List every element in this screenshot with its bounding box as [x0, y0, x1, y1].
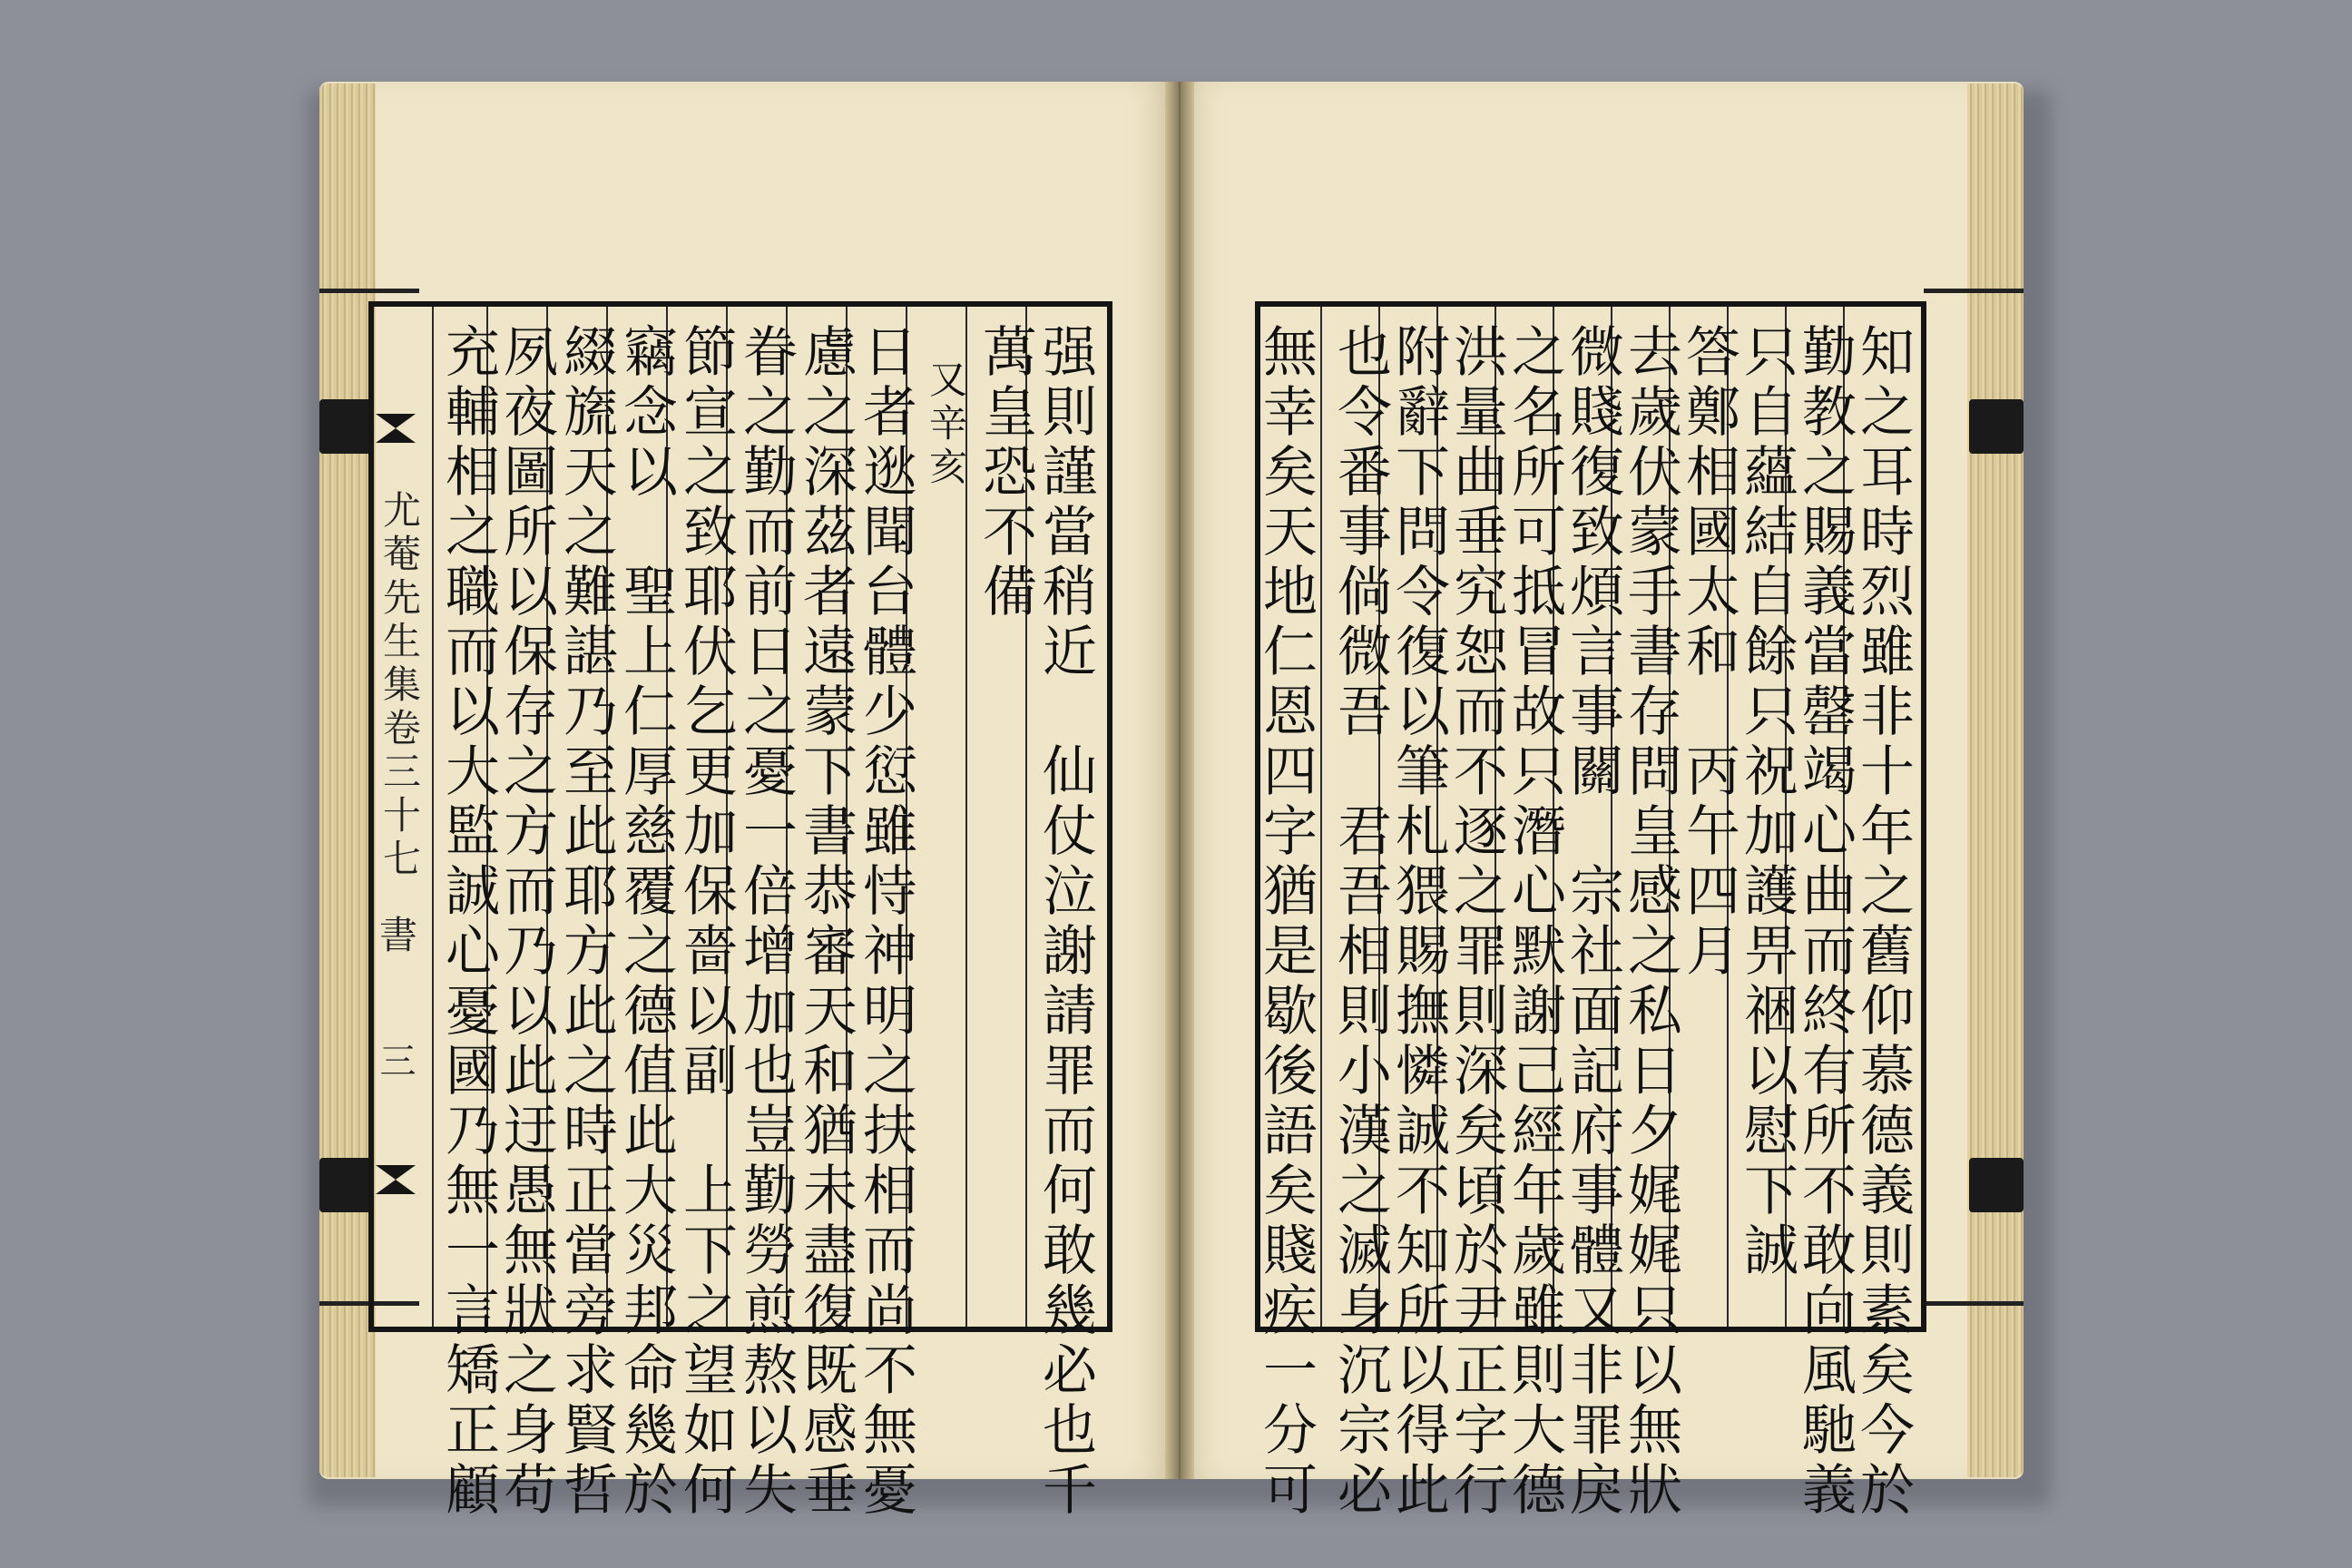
text-column: 又辛亥: [924, 359, 968, 490]
text-column: 萬皇恐不備: [974, 323, 1037, 622]
text-column: 答鄭相國太和 丙午四月: [1677, 323, 1740, 982]
text-column: 眷之勤而前日之憂一倍增加也豈勤勞煎熬以失: [734, 323, 798, 1521]
text-column: 强則謹當稍近 仙仗泣謝請罪而何敢幾必也千: [1034, 323, 1097, 1521]
text-column: 竊念以 聖上仁厚慈覆之德值此大災邦命幾於: [614, 323, 678, 1521]
left-text-frame: [368, 301, 1112, 1521]
binding-thread: [1924, 1301, 2024, 1306]
binding-knot: [319, 399, 374, 454]
text-column: 無幸矣天地仁恩四字猶是歇後語矣賤疾一分可: [1254, 323, 1318, 1521]
binding-thread: [1924, 289, 2024, 293]
section-marker: 書: [374, 915, 418, 953]
binding-knot: [319, 1158, 374, 1212]
text-column: 洪量曲垂究恕而不逐之罪則深矣頃於尹正字行: [1445, 323, 1508, 1521]
text-column: 也令番事倘微吾 君吾相則小漢之滅身沉宗必: [1328, 323, 1392, 1521]
text-column: 只自蘊結自餘只祝加護畀祵以慰下誠: [1735, 323, 1798, 1281]
text-column: 去歲伏蒙手書存問皇感之私日夕娓娓只以無狀: [1619, 323, 1682, 1521]
book-title-marker: 尤菴先生集卷三十七: [377, 490, 422, 882]
fish-tail-mark-icon: [374, 410, 417, 446]
binding-thread: [319, 289, 419, 293]
fish-tail-mark-icon: [374, 1161, 417, 1198]
text-column: 慮之深茲者遠蒙下書恭審天和猶未盡復既感垂: [794, 323, 858, 1521]
text-column: 之名所可抵冒故只潛心默謝己經年歲雖則大德: [1503, 323, 1566, 1521]
book-gutter: [1165, 82, 1194, 1479]
text-column: 充輔相之職而以大監誠心憂國乃無一言矯正顧: [436, 323, 500, 1521]
text-column: 節宣之致耶伏乞更加保嗇以副 上下之望如何: [674, 323, 738, 1521]
right-text-frame: [1254, 301, 1926, 1521]
text-column: 日者逖聞台體少愆雖恃神明之扶相而尚不無憂: [854, 323, 917, 1521]
text-column: 夙夜圖所以保存之方而乃以此迂愚無狀之身苟: [495, 323, 558, 1521]
text-column: 微賤復致煩言事關 宗社面記府事體又非罪戾: [1561, 323, 1624, 1521]
text-column: 勤教之賜義當罄竭心曲而終有所不敢向風馳義: [1793, 323, 1857, 1521]
binding-knot: [1969, 1158, 2024, 1212]
binding-knot: [1969, 399, 2024, 454]
column-rule: [1320, 307, 1322, 1327]
text-column: 知之耳時烈雖非十年之舊仰慕德義則素矣今於: [1851, 323, 1915, 1521]
text-column: 附辭下問令復以筆札猥賜撫憐誠不知所以得此: [1387, 323, 1450, 1521]
folio-number: 三: [374, 1042, 416, 1078]
text-column: 綴旒天之難諶乃至此耶方此之時正當旁求賢哲: [554, 323, 618, 1521]
